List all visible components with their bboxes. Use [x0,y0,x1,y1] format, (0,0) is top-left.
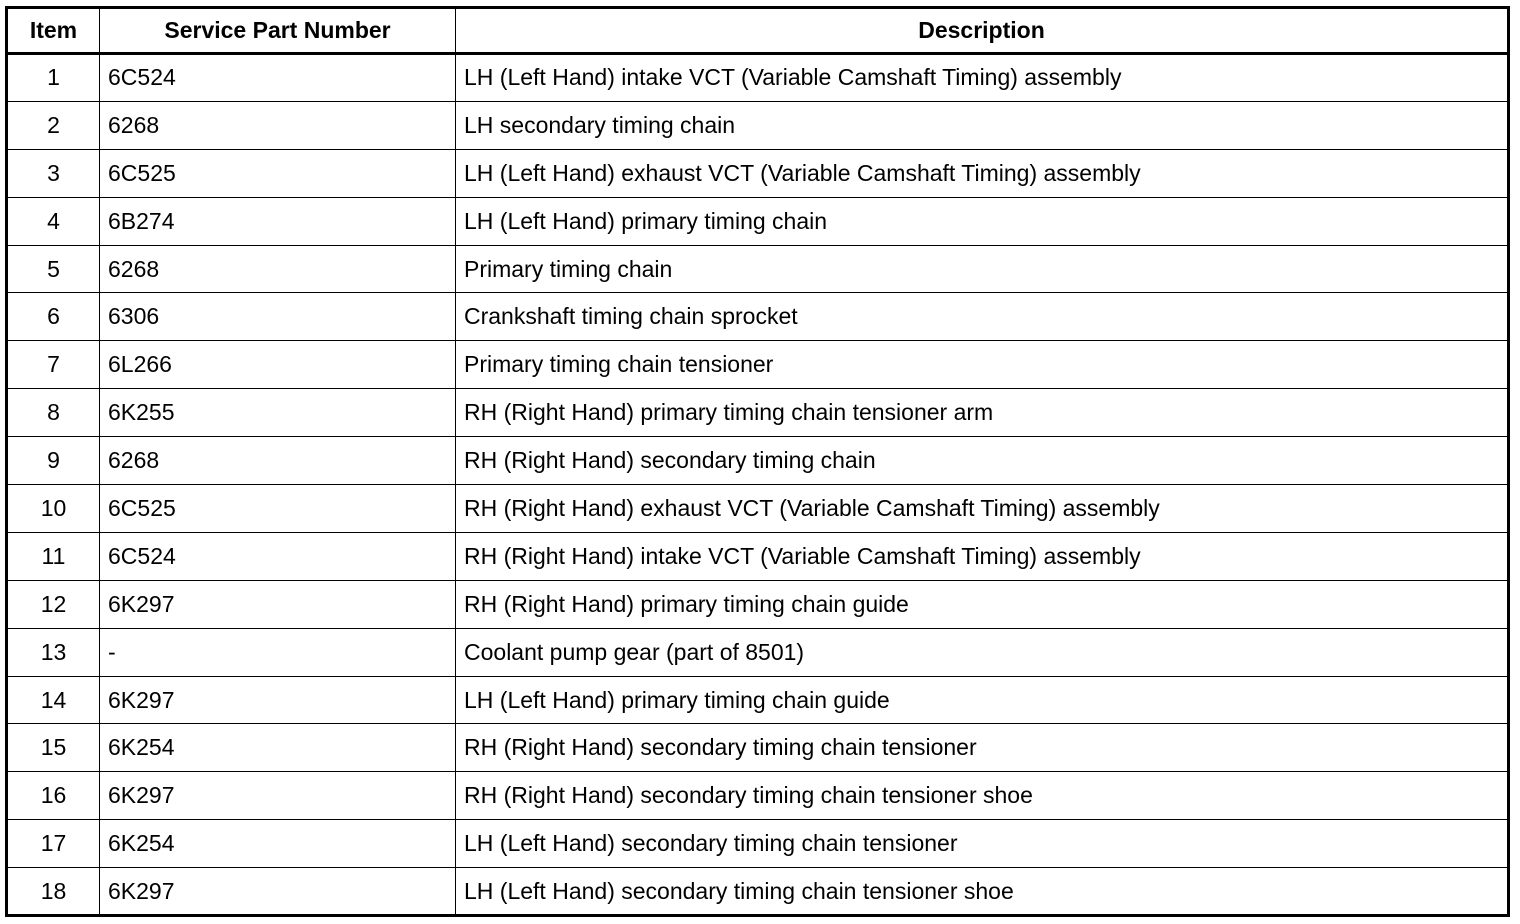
part-cell: 6306 [100,293,456,341]
part-cell: 6K254 [100,724,456,772]
description-cell: RH (Right Hand) primary timing chain guide [456,580,1509,628]
item-cell: 5 [7,245,100,293]
description-cell: LH (Left Hand) secondary timing chain tensioner shoe [456,868,1509,916]
item-cell: 1 [7,54,100,102]
header-item: Item [7,8,100,54]
table-row [7,724,1509,772]
item-cell: 9 [7,437,100,485]
description-cell: LH secondary timing chain [456,101,1509,149]
part-cell: 6268 [100,437,456,485]
table-row [7,485,1509,533]
part-cell: 6C525 [100,485,456,533]
description-cell: LH (Left Hand) secondary timing chain tensioner [456,820,1509,868]
item-cell: 7 [7,341,100,389]
description-cell: LH (Left Hand) primary timing chain guide [456,676,1509,724]
item-cell: 16 [7,772,100,820]
table-row [7,293,1509,341]
part-cell: 6268 [100,101,456,149]
item-cell: 13 [7,628,100,676]
table-row [7,245,1509,293]
part-cell: - [100,628,456,676]
description-cell: LH (Left Hand) exhaust VCT (Variable Camshaft Timing) assembly [456,149,1509,197]
item-cell: 2 [7,101,100,149]
table-header [7,8,1509,54]
table-row [7,868,1509,916]
part-cell: 6L266 [100,341,456,389]
part-cell: 6C524 [100,532,456,580]
description-cell: RH (Right Hand) secondary timing chain [456,437,1509,485]
description-cell: RH (Right Hand) exhaust VCT (Variable Camshaft Timing) assembly [456,485,1509,533]
description-cell: RH (Right Hand) primary timing chain tensioner arm [456,389,1509,437]
part-cell: 6268 [100,245,456,293]
header-service-part-number: Service Part Number [100,8,456,54]
description-cell: RH (Right Hand) secondary timing chain tensioner shoe [456,772,1509,820]
item-cell: 6 [7,293,100,341]
part-cell: 6B274 [100,197,456,245]
table-row [7,532,1509,580]
part-cell: 6C524 [100,54,456,102]
part-cell: 6K297 [100,580,456,628]
part-cell: 6C525 [100,149,456,197]
table-row [7,580,1509,628]
description-cell: RH (Right Hand) secondary timing chain tensioner [456,724,1509,772]
description-cell: Crankshaft timing chain sprocket [456,293,1509,341]
table-row [7,628,1509,676]
item-cell: 17 [7,820,100,868]
description-cell: Primary timing chain tensioner [456,341,1509,389]
item-cell: 8 [7,389,100,437]
item-cell: 18 [7,868,100,916]
item-cell: 4 [7,197,100,245]
description-cell: Primary timing chain [456,245,1509,293]
part-cell: 6K254 [100,820,456,868]
table-row [7,341,1509,389]
header-row [7,8,1509,54]
description-cell: LH (Left Hand) intake VCT (Variable Camshaft Timing) assembly [456,54,1509,102]
item-cell: 3 [7,149,100,197]
part-cell: 6K297 [100,772,456,820]
table-row [7,772,1509,820]
part-cell: 6K297 [100,676,456,724]
parts-table [5,6,1510,917]
table-row [7,149,1509,197]
table-row [7,101,1509,149]
table-row [7,437,1509,485]
description-cell: RH (Right Hand) intake VCT (Variable Camshaft Timing) assembly [456,532,1509,580]
item-cell: 10 [7,485,100,533]
table-body [7,54,1509,916]
table-row [7,676,1509,724]
table-row [7,54,1509,102]
item-cell: 12 [7,580,100,628]
header-description: Description [456,8,1509,54]
item-cell: 15 [7,724,100,772]
item-cell: 11 [7,532,100,580]
part-cell: 6K297 [100,868,456,916]
table-row [7,389,1509,437]
table-row [7,820,1509,868]
part-cell: 6K255 [100,389,456,437]
item-cell: 14 [7,676,100,724]
description-cell: LH (Left Hand) primary timing chain [456,197,1509,245]
table-row [7,197,1509,245]
description-cell: Coolant pump gear (part of 8501) [456,628,1509,676]
